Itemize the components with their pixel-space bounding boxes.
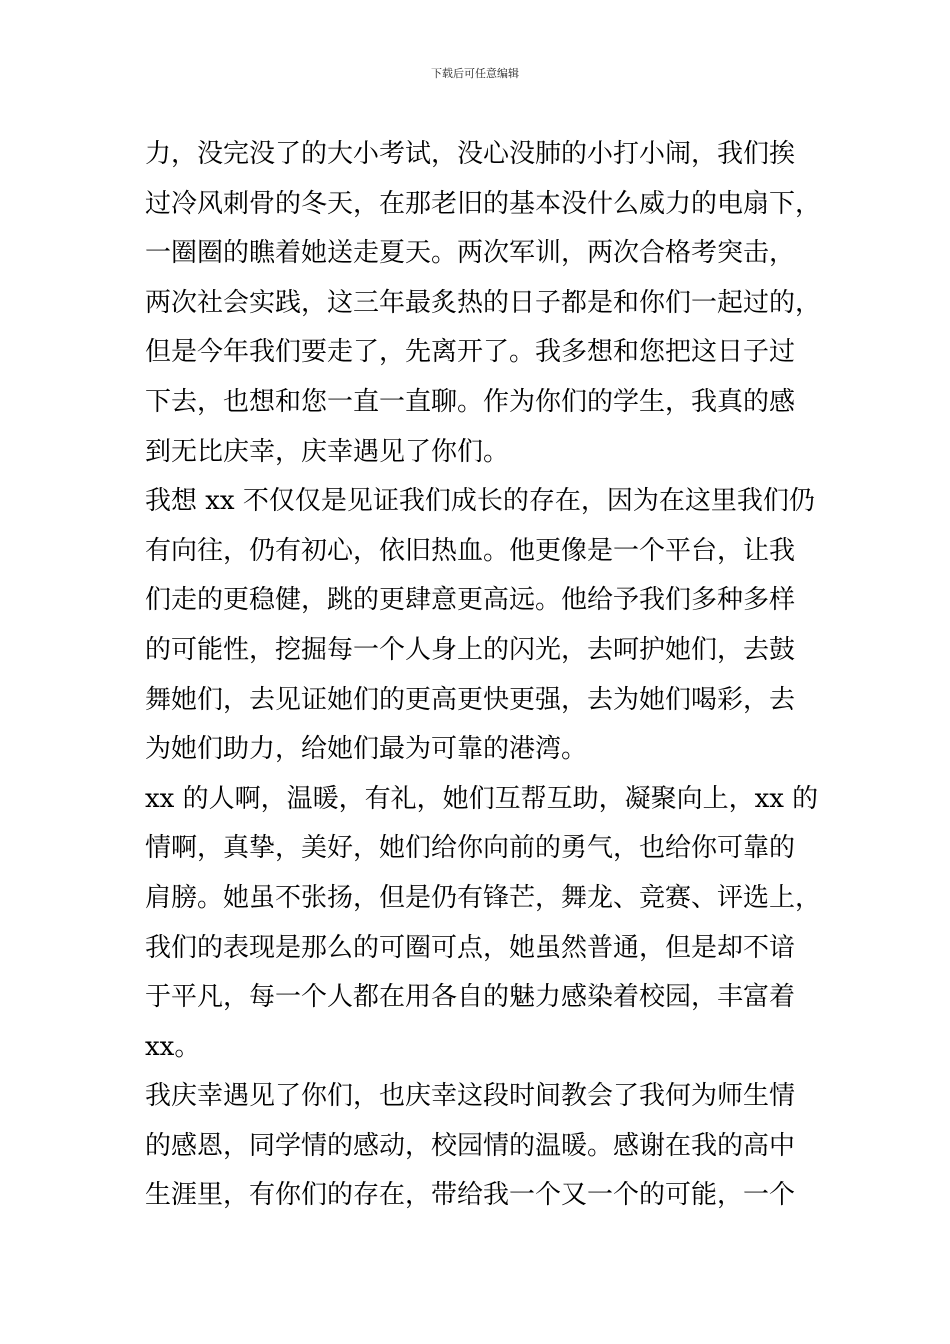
text-line: 我们的表现是那么的可圈可点，她虽然普通，但是却不谙 — [145, 932, 796, 963]
text-line: 生涯里，有你们的存在，带给我一个又一个的可能，一个 — [145, 1180, 796, 1211]
text-line: 的感恩，同学情的感动，校园情的温暖。感谢在我的高中 — [145, 1130, 796, 1161]
text-line: 两次社会实践，这三年最炙热的日子都是和你们一起过的， — [145, 287, 822, 318]
paragraph-3 — [145, 775, 822, 1073]
document-body — [145, 130, 822, 1221]
text-line: 情啊，真挚，美好，她们给你向前的勇气，也给你可靠的 — [145, 833, 796, 864]
text-line: 我庆幸遇见了你们，也庆幸这段时间教会了我何为师生情 — [145, 1081, 796, 1112]
text-line: 有向往，仍有初心，依旧热血。他更像是一个平台，让我 — [145, 535, 796, 566]
text-line: 舞她们，去见证她们的更高更快更强，去为她们喝彩，去 — [145, 684, 796, 715]
paragraph-1 — [145, 130, 822, 477]
paragraph-4 — [145, 1072, 805, 1221]
text-line: 到无比庆幸，庆幸遇见了你们。 — [145, 436, 510, 467]
text-line: 我想 xx 不仅仅是见证我们成长的存在，因为在这里我们仍 — [145, 486, 815, 517]
text-line: 为她们助力，给她们最为可靠的港湾。 — [145, 734, 588, 765]
text-line: 肩膀。她虽不张扬，但是仍有锋芒，舞龙、竞赛、评选上， — [145, 882, 822, 913]
text-line: 于平凡，每一个人都在用各自的魅力感染着校园，丰富着 — [145, 982, 796, 1013]
page-header: 下载后可任意编辑 — [431, 67, 519, 80]
text-line: 力，没完没了的大小考试，没心没肺的小打小闹，我们挨 — [145, 139, 796, 169]
text-line: xx 的人啊，温暖，有礼，她们互帮互助，凝聚向上，xx 的 — [145, 783, 819, 814]
text-line: 的可能性，挖掘每一个人身上的闪光，去呵护她们，去鼓 — [145, 634, 796, 665]
text-line: 但是今年我们要走了，先离开了。我多想和您把这日子过 — [145, 337, 796, 368]
text-line: 们走的更稳健，跳的更肆意更高远。他给予我们多种多样 — [145, 585, 796, 616]
text-line: 过冷风刺骨的冬天，在那老旧的基本没什么威力的电扇下， — [145, 188, 822, 219]
text-line: xx。 — [145, 1031, 201, 1062]
paragraph-2 — [145, 477, 815, 775]
text-line: 下去，也想和您一直一直聊。作为你们的学生，我真的感 — [145, 386, 796, 417]
text-line: 一圈圈的瞧着她送走夏天。两次军训，两次合格考突击， — [145, 238, 796, 269]
